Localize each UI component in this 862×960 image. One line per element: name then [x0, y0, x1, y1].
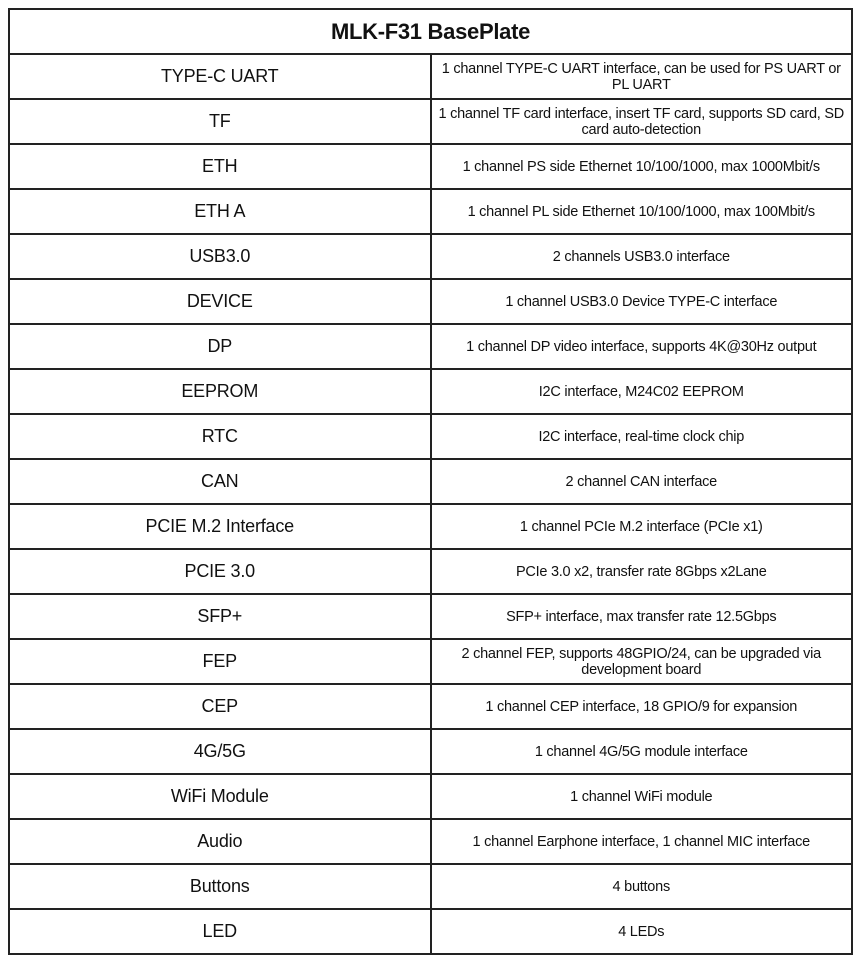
table-row: [9, 234, 852, 279]
feature-description: 4 LEDs: [431, 909, 853, 954]
title-row: [9, 9, 852, 54]
feature-description: PCIe 3.0 x2, transfer rate 8Gbps x2Lane: [431, 549, 853, 594]
feature-description: 1 channel PL side Ethernet 10/100/1000, max 100Mbit/s: [431, 189, 853, 234]
feature-description: 1 channel Earphone interface, 1 channel MIC interface: [431, 819, 853, 864]
table-row: [9, 324, 852, 369]
table-row: [9, 459, 852, 504]
table-row: [9, 414, 852, 459]
feature-description: 1 channel USB3.0 Device TYPE-C interface: [431, 279, 853, 324]
table-row: [9, 684, 852, 729]
feature-description: 1 channel TYPE-C UART interface, can be used for PS UART or PL UART: [431, 54, 853, 99]
table-row: [9, 549, 852, 594]
feature-name: WiFi Module: [9, 774, 431, 819]
feature-description: 1 channel WiFi module: [431, 774, 853, 819]
table-row: [9, 504, 852, 549]
feature-description: 2 channels USB3.0 interface: [431, 234, 853, 279]
feature-description: 1 channel DP video interface, supports 4K@30Hz output: [431, 324, 853, 369]
table-row: [9, 189, 852, 234]
feature-description: I2C interface, real-time clock chip: [431, 414, 853, 459]
feature-name: ETH: [9, 144, 431, 189]
table-row: [9, 729, 852, 774]
feature-description: 1 channel PCIe M.2 interface (PCIe x1): [431, 504, 853, 549]
feature-name: CEP: [9, 684, 431, 729]
feature-name: 4G/5G: [9, 729, 431, 774]
feature-name: LED: [9, 909, 431, 954]
table-row: [9, 639, 852, 684]
feature-name: Buttons: [9, 864, 431, 909]
table-row: [9, 774, 852, 819]
table-row: [9, 99, 852, 144]
table-row: [9, 819, 852, 864]
feature-name: PCIE 3.0: [9, 549, 431, 594]
feature-name: TYPE-C UART: [9, 54, 431, 99]
feature-name: ETH A: [9, 189, 431, 234]
table-row: [9, 369, 852, 414]
feature-name: TF: [9, 99, 431, 144]
feature-name: SFP+: [9, 594, 431, 639]
table-row: [9, 864, 852, 909]
feature-name: DP: [9, 324, 431, 369]
feature-description: 1 channel CEP interface, 18 GPIO/9 for expansion: [431, 684, 853, 729]
feature-description: SFP+ interface, max transfer rate 12.5Gbps: [431, 594, 853, 639]
feature-description: 4 buttons: [431, 864, 853, 909]
feature-description: 1 channel 4G/5G module interface: [431, 729, 853, 774]
feature-name: Audio: [9, 819, 431, 864]
feature-name: DEVICE: [9, 279, 431, 324]
table-row: [9, 279, 852, 324]
table-row: [9, 909, 852, 954]
table-title: MLK-F31 BasePlate: [9, 9, 852, 54]
table-row: [9, 594, 852, 639]
feature-name: EEPROM: [9, 369, 431, 414]
table-body: [9, 54, 852, 954]
feature-name: PCIE M.2 Interface: [9, 504, 431, 549]
feature-description: 1 channel TF card interface, insert TF card, supports SD card, SD card auto-detection: [431, 99, 853, 144]
feature-name: RTC: [9, 414, 431, 459]
feature-name: CAN: [9, 459, 431, 504]
feature-description: 1 channel PS side Ethernet 10/100/1000, max 1000Mbit/s: [431, 144, 853, 189]
feature-name: FEP: [9, 639, 431, 684]
table-row: [9, 54, 852, 99]
table-row: [9, 144, 852, 189]
spec-table: [8, 8, 853, 955]
feature-description: I2C interface, M24C02 EEPROM: [431, 369, 853, 414]
feature-description: 2 channel FEP, supports 48GPIO/24, can be upgraded via development board: [431, 639, 853, 684]
feature-name: USB3.0: [9, 234, 431, 279]
feature-description: 2 channel CAN interface: [431, 459, 853, 504]
